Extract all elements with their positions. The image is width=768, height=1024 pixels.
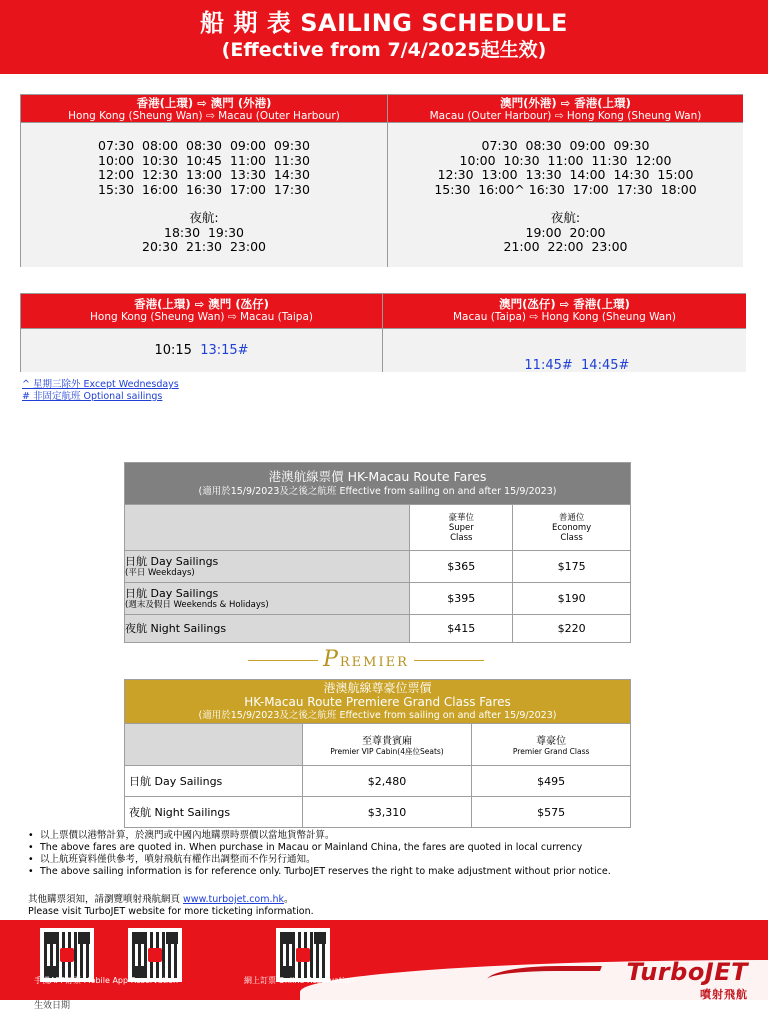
time-row: 10:00 10:30 11:00 11:30 12:00 (459, 152, 672, 168)
route-title-zh: 香港(上環) ⇨ 澳門 (外港) (136, 96, 272, 110)
row-label (125, 551, 410, 583)
header-line: Class (560, 532, 583, 543)
grand-class-header (472, 724, 631, 766)
super-class-header (410, 505, 513, 551)
wordmark-rest: REMIER (339, 655, 409, 670)
macau-outer-to-hk-column (388, 95, 743, 266)
fares-title: 港澳航線票價 HK-Macau Route Fares (268, 468, 487, 484)
row-label-main: 日航 Day Sailings (125, 554, 219, 568)
time-row: 15:30 16:00 16:30 17:00 17:30 (98, 181, 310, 197)
route-header (21, 294, 382, 328)
time-row: 12:30 13:00 13:30 14:00 14:30 15:00 (437, 167, 694, 182)
header-line: Economy (552, 522, 592, 533)
turbojet-logo (626, 958, 748, 1002)
empty-header-cell (125, 505, 410, 551)
page-subtitle: (Effective from 7/4/2025起生效) (221, 39, 547, 61)
qr-logo (148, 948, 162, 962)
empty-header-cell (125, 724, 303, 766)
route-title-en: Macau (Outer Harbour) ⇨ Hong Kong (Sheung Wan) (429, 110, 702, 122)
route-times (388, 122, 743, 267)
route-header (21, 95, 387, 122)
note-item: • 以上票價以港幣計算，於澳門或中國內地購票時票價以當地貨幣計算。 (28, 830, 611, 842)
time-row: 21:00 22:00 23:00 (503, 239, 628, 254)
header-line: Super (448, 522, 474, 533)
mobile-app-qr-code[interactable] (40, 928, 94, 982)
economy-class-header (513, 505, 631, 551)
qr-logo (296, 948, 310, 962)
visit-text-zh-end: 。 (284, 894, 294, 905)
note-item: • 以上航班資料僅供參考，噴射飛航有權作出調整而不作另行通知。 (28, 854, 611, 866)
table-row (125, 551, 631, 583)
table-row (125, 766, 631, 797)
route-fares-table (124, 462, 631, 643)
grand-fare: $575 (472, 797, 631, 828)
time-row: 10:00 10:30 10:45 11:00 11:30 (98, 152, 310, 168)
schedule-notes (22, 379, 179, 403)
row-label-sub: (平日 Weekdays) (125, 567, 195, 578)
route-title-en: Macau (Taipa) ⇨ Hong Kong (Sheung Wan) (453, 311, 676, 323)
row-label (125, 583, 410, 615)
row-label: 日航 Day Sailings (125, 766, 303, 797)
time-row: 20:30 21:30 23:00 (142, 239, 266, 254)
turbojet-website-link[interactable]: www.turbojet.com.hk (183, 894, 285, 905)
sailing-time: 10:15 (154, 343, 192, 358)
route-title-zh: 澳門(外港) ⇨ 香港(上環) (500, 96, 631, 110)
outer-harbour-schedule (20, 94, 743, 267)
hk-to-taipa-column (21, 294, 382, 371)
time-row: 15:30 16:00^ 16:30 17:00 17:30 18:00 (434, 181, 697, 197)
route-title-zh: 澳門(氹仔) ⇨ 香港(上環) (499, 297, 630, 311)
visit-text-zh: 其他購票須知，請瀏覽噴射飛航網頁 (28, 894, 184, 905)
economy-fare: $175 (513, 551, 631, 583)
route-title-zh: 香港(上環) ⇨ 澳門 (氹仔) (134, 297, 269, 311)
economy-fare: $190 (513, 583, 631, 615)
time-row: 07:30 08:00 08:30 09:00 09:30 (98, 138, 310, 153)
header-zh: 至尊貴賓廂 (361, 736, 412, 747)
header-line: 普通位 (558, 512, 585, 523)
table-row (125, 615, 631, 643)
premier-logo (236, 647, 496, 673)
header-line: 豪華位 (448, 512, 475, 523)
header-zh: 尊豪位 (536, 736, 567, 747)
time-row: 12:00 12:30 13:00 13:30 14:30 (98, 167, 310, 182)
qr-logo (60, 948, 74, 962)
logo-rule-right (414, 660, 484, 661)
row-label-main: 日航 Day Sailings (125, 586, 219, 600)
row-label: 夜航 Night Sailings (125, 797, 303, 828)
time-row: 07:30 08:30 09:00 09:30 (481, 138, 650, 153)
vip-cabin-header (302, 724, 472, 766)
super-fare: $415 (410, 615, 513, 643)
vip-fare: $2,480 (302, 766, 472, 797)
premier-subtitle: (適用於15/9/2023及之後之航班 Effective from sailing on and after 15/9/2023) (198, 710, 557, 721)
premier-fares-table (124, 679, 631, 828)
header-en: Premier VIP Cabin(4座位Seats) (330, 747, 444, 756)
visit-website-note (28, 894, 314, 918)
table-row (125, 797, 631, 828)
page-title: 船 期 表 SAILING SCHEDULE (200, 9, 568, 37)
route-times (383, 328, 746, 372)
route-header (383, 294, 746, 328)
super-fare: $365 (410, 551, 513, 583)
premier-title-zh: 港澳航線尊豪位票價 (323, 681, 432, 695)
time-row: 18:30 19:30 (164, 224, 244, 240)
taipa-to-hk-column (383, 294, 746, 371)
premier-title-cell (125, 680, 631, 724)
mobile-app-label: 手機APP訂票 Mobile App Reservation (34, 976, 179, 985)
brand-name: TurboJET (626, 958, 748, 986)
route-header (388, 95, 743, 122)
super-fare: $395 (410, 583, 513, 615)
mobile-app-qr-code-2[interactable] (128, 928, 182, 982)
taipa-schedule (20, 293, 746, 372)
optional-sailing-time: 11:45# 14:45# (524, 358, 630, 373)
night-sailings-label: 夜航: (550, 210, 581, 225)
note-optional-sailings[interactable]: # 非固定航班 Optional sailings (22, 391, 163, 402)
row-label (125, 615, 410, 643)
route-title-en: Hong Kong (Sheung Wan) ⇨ Macau (Outer Harbour) (68, 110, 340, 122)
online-reservation-label: 網上訂票 Online Reservation (244, 976, 355, 985)
fares-subtitle: (適用於15/9/2023及之後之航班 Effective from sailing on and after 15/9/2023) (198, 485, 557, 497)
row-label-sub: (週末及假日 Weekends & Holidays) (125, 599, 269, 610)
vip-fare: $3,310 (302, 797, 472, 828)
hk-to-macau-outer-column (21, 95, 387, 266)
header-en: Premier Grand Class (512, 747, 590, 756)
note-item: • The above fares are quoted in. When purchase in Macau or Mainland China, the fares are quoted in local currency (28, 842, 611, 854)
effective-date-label: 生效日期 (34, 1001, 71, 1011)
economy-fare: $220 (513, 615, 631, 643)
premier-title-en: HK-Macau Route Premiere Grand Class Fares (244, 695, 511, 709)
online-reservation-qr-code[interactable] (276, 928, 330, 982)
logo-rule-left (248, 660, 318, 661)
fare-notes (28, 830, 611, 878)
route-times (21, 328, 382, 372)
route-title-en: Hong Kong (Sheung Wan) ⇨ Macau (Taipa) (90, 311, 313, 323)
top-banner (0, 0, 768, 74)
visit-text-en: Please visit TurboJET website for more ticketing information. (28, 906, 314, 917)
note-item: • The above sailing information is for reference only. TurboJET reserves the right to make adjustment without prior notice. (28, 866, 611, 878)
note-except-wednesdays[interactable]: ^ 星期三除外 Except Wednesdays (22, 379, 179, 390)
grand-fare: $495 (472, 766, 631, 797)
route-times (21, 122, 387, 267)
time-row: 19:00 20:00 (525, 224, 606, 240)
brand-name-zh: 噴射飛航 (700, 988, 748, 1001)
fares-title-cell (125, 463, 631, 505)
premier-wordmark (323, 647, 409, 672)
night-sailings-label: 夜航: (189, 210, 219, 225)
row-label-main: 夜航 Night Sailings (125, 622, 227, 635)
header-line: Class (450, 532, 473, 543)
table-row (125, 583, 631, 615)
optional-sailing-time: 13:15# (200, 343, 249, 358)
wordmark-initial: P (323, 647, 340, 672)
